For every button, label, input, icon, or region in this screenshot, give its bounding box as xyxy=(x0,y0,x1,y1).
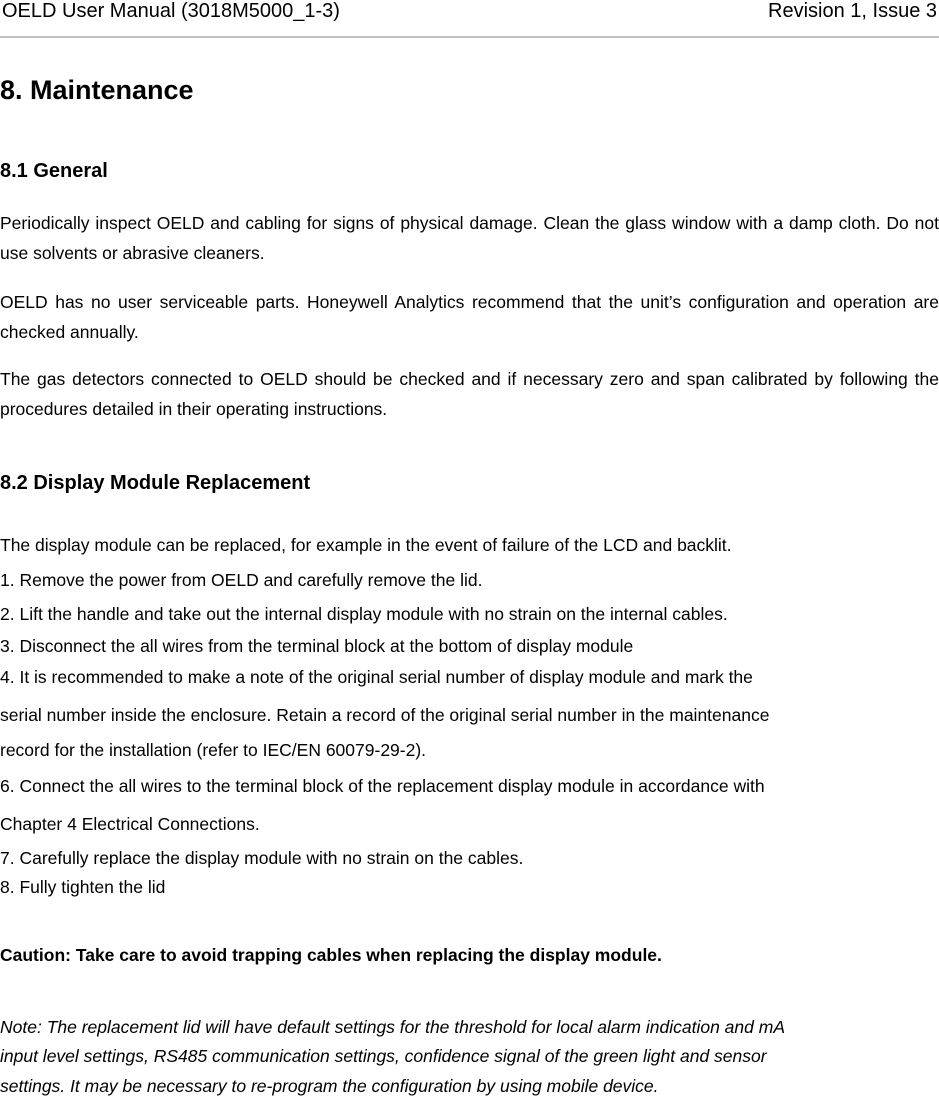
step-4-line-2: serial number inside the enclosure. Retain a record of the original serial number in the maintenance xyxy=(0,705,770,725)
note-line-3: settings. It may be necessary to re-program the configuration by using mobile device. xyxy=(0,1076,659,1096)
display-replacement-heading: 8.2 Display Module Replacement xyxy=(0,472,311,494)
general-paragraph-3: The gas detectors connected to OELD should be checked and if necessary zero and span calibrated by following the procedures detailed in their operating instructions. xyxy=(0,369,939,419)
page-header xyxy=(0,0,939,38)
step-1: 1. Remove the power from OELD and carefully remove the lid. xyxy=(0,570,483,590)
caution-text: Caution: Take care to avoid trapping cables when replacing the display module. xyxy=(0,945,662,965)
general-paragraph-1: Periodically inspect OELD and cabling for signs of physical damage. Clean the glass window with a damp cloth. Do not use solvents or abrasive cleaners. xyxy=(0,213,939,263)
step-7: 7. Carefully replace the display module with no strain on the cables. xyxy=(0,848,524,868)
step-4-line-1: 4. It is recommended to make a note of the original serial number of display module and mark the xyxy=(0,667,753,687)
general-heading: 8.1 General xyxy=(0,160,108,182)
step-3: 3. Disconnect the all wires from the terminal block at the bottom of display module xyxy=(0,636,634,656)
step-4-line-3: record for the installation (refer to IEC/EN 60079-29-2). xyxy=(0,740,427,760)
step-6-line-2: Chapter 4 Electrical Connections. xyxy=(0,814,260,834)
step-8: 8. Fully tighten the lid xyxy=(0,877,166,897)
step-2: 2. Lift the handle and take out the internal display module with no strain on the internal cables. xyxy=(0,604,728,624)
section-title: 8. Maintenance xyxy=(0,75,194,105)
revision-label: Revision 1, Issue 3 xyxy=(768,0,937,22)
document-title: OELD User Manual (3018M5000_1-3) xyxy=(2,0,340,22)
note-line-2: input level settings, RS485 communication settings, confidence signal of the green light and sensor xyxy=(0,1046,767,1066)
note-line-1: Note: The replacement lid will have default settings for the threshold for local alarm indication and mA xyxy=(0,1017,785,1037)
general-paragraph-2: OELD has no user serviceable parts. Honeywell Analytics recommend that the unit’s configuration and operation are checked annually. xyxy=(0,292,939,342)
step-6-line-1: 6. Connect the all wires to the terminal block of the replacement display module in accordance with xyxy=(0,776,765,796)
intro-text: The display module can be replaced, for example in the event of failure of the LCD and backlit. xyxy=(0,535,732,555)
